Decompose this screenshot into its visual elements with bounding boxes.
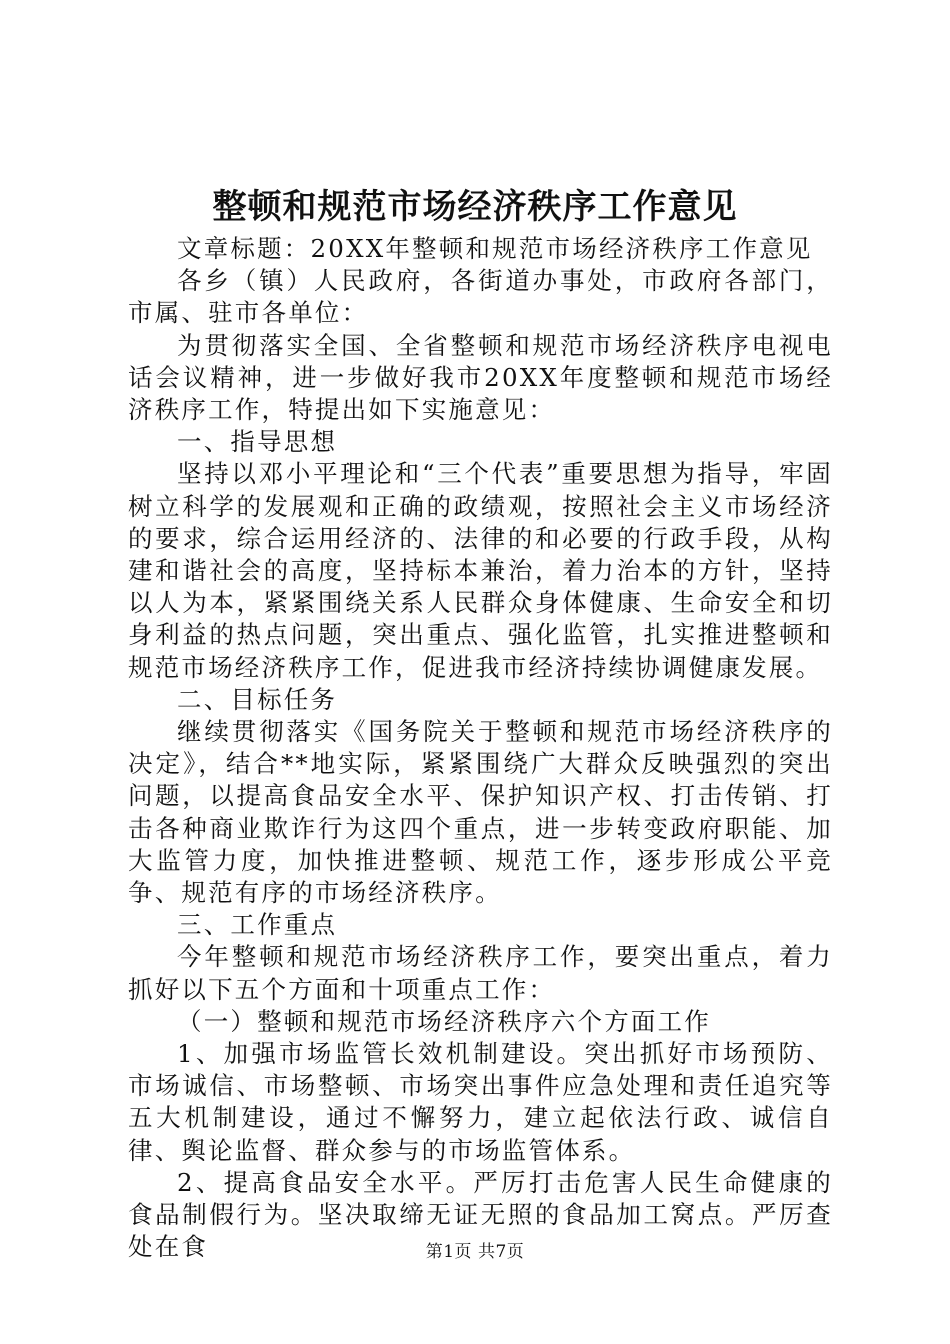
document-title: 整顿和规范市场经济秩序工作意见 bbox=[212, 187, 738, 227]
paragraph-salutation: 各乡（镇）人民政府，各街道办事处，市政府各部门，市属、驻市各单位： bbox=[128, 266, 833, 328]
paragraph-objectives: 继续贯彻落实《国务院关于整顿和规范市场经济秩序的决定》，结合**地实际，紧紧围绕广大群众反映强烈的突出问题，以提高食品安全水平、保护知识产权、打击传销、打击各种商业欺诈行为这四个重点，进一步转变政府职能、加大监管力度，加快推进整顿、规范工作，逐步形成公平竞争、规范有序的市场经济秩序。 bbox=[128, 717, 833, 908]
subheading-six-aspects: （一）整顿和规范市场经济秩序六个方面工作 bbox=[177, 1006, 711, 1036]
heading-work-focus: 三、工作重点 bbox=[177, 910, 338, 940]
paragraph-work-focus: 今年整顿和规范市场经济秩序工作，要突出重点，着力抓好以下五个方面和十项重点工作： bbox=[128, 942, 833, 1004]
paragraph-guiding-ideology: 坚持以邓小平理论和“三个代表”重要思想为指导，牢固树立科学的发展观和正确的政绩观，按照社会主义市场经济的要求，综合运用经济的、法律的和必要的行政手段，从构建和谐社会的高度，坚持标本兼治，着力治本的方针，坚持以人为本，紧紧围绕关系人民群众身体健康、生命安全和切身利益的热点问题，突出重点、强化监管，扎实推进整顿和规范市场经济秩序工作，促进我市经济持续协调健康发展。 bbox=[128, 459, 833, 682]
heading-objectives: 二、目标任务 bbox=[177, 684, 338, 714]
paragraph-article-title: 文章标题：20XX年整顿和规范市场经济秩序工作意见 bbox=[177, 234, 813, 263]
heading-guiding-ideology: 一、指导思想 bbox=[177, 427, 338, 457]
paragraph-item-1: 1、加强市场监管长效机制建设。突出抓好市场预防、市场诚信、市场整顿、市场突出事件应急处理和责任追究等五大机制建设，通过不懈努力，建立起依法行政、诚信自律、舆论监督、群众参与的市场监管体系。 bbox=[128, 1039, 833, 1165]
paragraph-item-2: 2、提高食品安全水平。严厉打击危害人民生命健康的食品制假行为。坚决取缔无证无照的食品加工窝点。严厉查处在食 bbox=[128, 1167, 833, 1262]
page-number: 第1页 共7页 bbox=[425, 1242, 525, 1262]
paragraph-intro: 为贯彻落实全国、全省整顿和规范市场经济秩序电视电话会议精神，进一步做好我市20XX年度整顿和规范市场经济秩序工作，特提出如下实施意见： bbox=[128, 330, 833, 425]
document-body bbox=[128, 233, 833, 1264]
